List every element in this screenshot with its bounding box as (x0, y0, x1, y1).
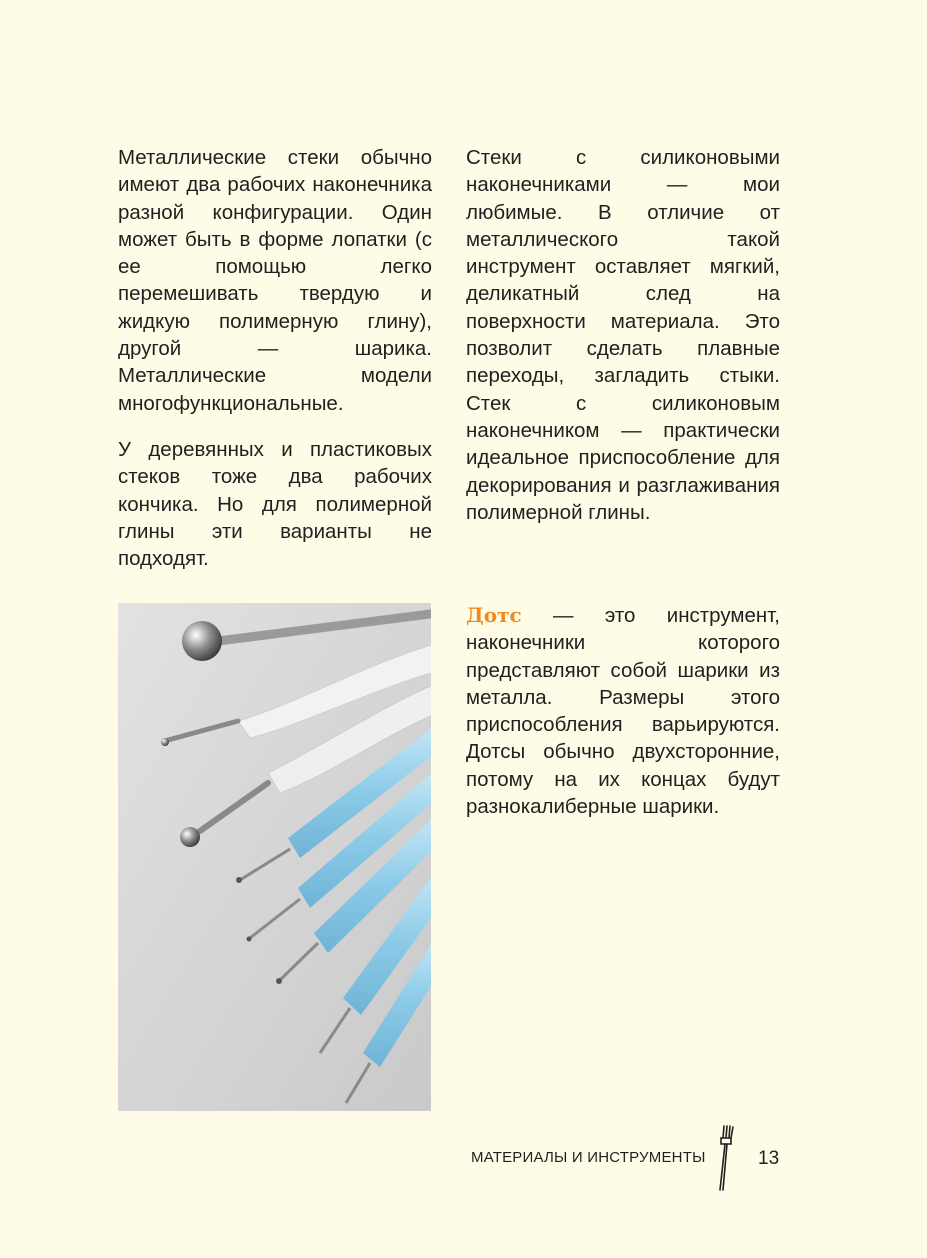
dotting-tools-photo (118, 603, 431, 1111)
right-paragraph-1: Стеки с силиконовыми наконечниками — мои любимые. В отличие от металлического такой инструмент оставляет мягкий, деликатный след на поверхности материала. Это позволит сделать плавные переходы, загладить стыки. Стек с силиконовым наконечником — практически идеальное приспособление для декорирования и разглаживания полимерной глины. (466, 146, 780, 524)
left-paragraph-1: Металлические стеки обычно имеют два рабочих наконечника разной конфигурации. Один может быть в форме лопатки (с ее помощью легко перемешивать твердую и жидкую полимерную глину), другой — шарика. Металлические модели многофункциональные. (118, 146, 432, 415)
fork-icon (709, 1122, 737, 1192)
dots-text: — это инструмент, наконечники которого представляют собой шарики из металла. Размеры этого приспособления варьируются. Дотсы обычно двухсторонние, потому на их концах будут разнокалиберные шарики. (466, 604, 780, 819)
page-number: 13 (758, 1148, 780, 1169)
left-paragraph-2: У деревянных и пластиковых стеков тоже два рабочих кончика. Но для полимерной глины эти варианты не подходят. (118, 437, 432, 571)
dots-description (466, 602, 780, 839)
right-column (466, 144, 780, 545)
dots-term: Дотс (466, 603, 522, 627)
left-column (118, 144, 432, 591)
footer-section-title: МАТЕРИАЛЫ И ИНСТРУМЕНТЫ (471, 1149, 706, 1166)
